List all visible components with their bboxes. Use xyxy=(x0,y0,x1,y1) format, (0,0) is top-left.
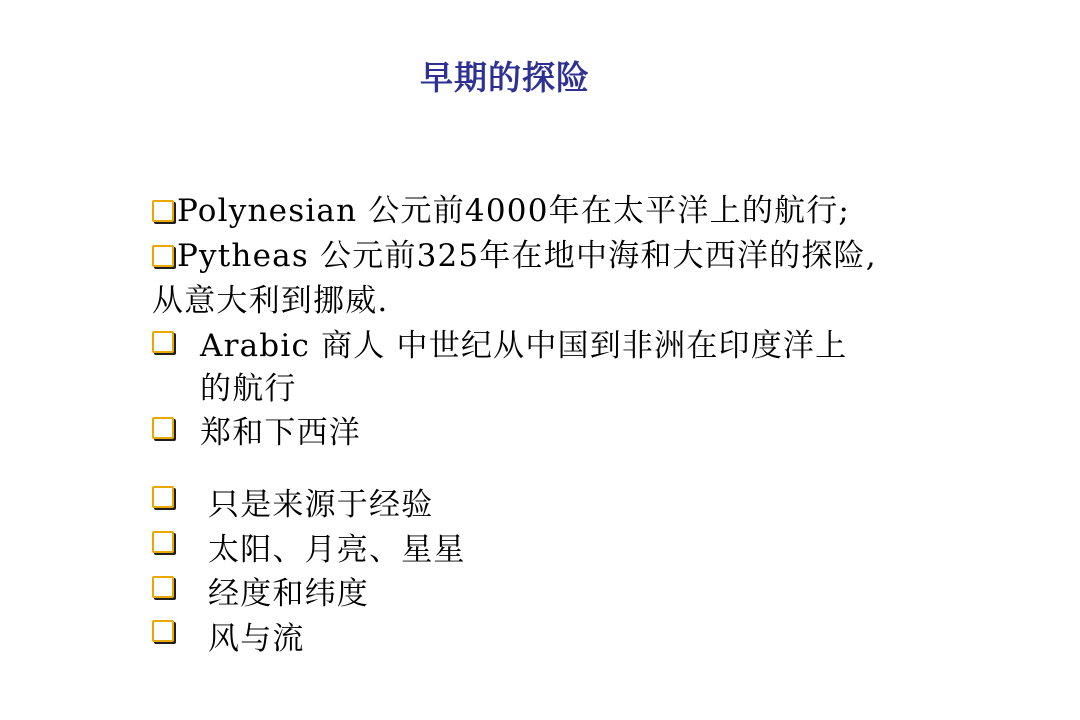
checkbox-bullet-icon xyxy=(152,331,174,353)
list-item-text: 太阳、月亮、星星 xyxy=(208,532,466,568)
checkbox-bullet-icon xyxy=(152,576,174,598)
checkbox-bullet-icon xyxy=(152,486,174,508)
checkbox-bullet-icon xyxy=(152,531,174,553)
list-item-text: Pytheas 公元前325年在地中海和大西洋的探险, xyxy=(177,238,877,274)
list-item-continuation: 的航行 xyxy=(200,371,297,407)
checkbox-bullet-icon xyxy=(152,620,174,642)
list-item-text: Arabic 商人 中世纪从中国到非洲在印度洋上 xyxy=(200,328,848,364)
checkbox-bullet-icon xyxy=(152,200,174,222)
list-item-text: Polynesian 公元前4000年在太平洋上的航行; xyxy=(177,193,851,229)
list-item xyxy=(152,185,850,230)
list-item xyxy=(152,230,877,275)
list-item-text: 郑和下西洋 xyxy=(200,415,361,451)
list-item-text: 风与流 xyxy=(208,621,305,657)
list-item-text: 只是来源于经验 xyxy=(208,487,434,523)
slide-title: 早期的探险 xyxy=(420,58,590,97)
list-item-text: 经度和纬度 xyxy=(208,576,369,612)
checkbox-bullet-icon xyxy=(152,417,174,439)
list-item-continuation: 从意大利到挪威. xyxy=(152,283,389,319)
checkbox-bullet-icon xyxy=(152,245,174,267)
